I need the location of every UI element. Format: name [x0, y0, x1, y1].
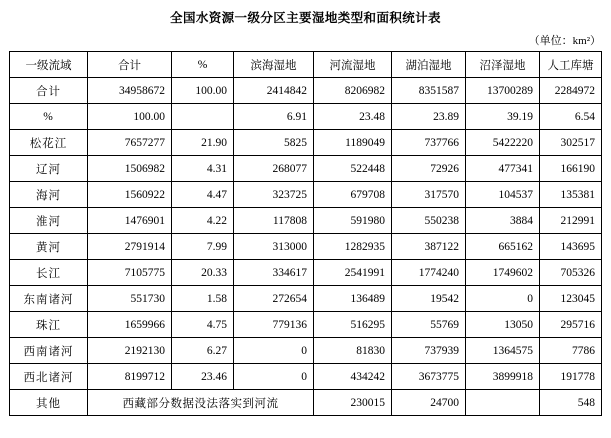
- cell-reservoir: 7786: [540, 338, 602, 364]
- cell-percent: 100.00: [172, 78, 234, 104]
- cell-reservoir: 135381: [540, 182, 602, 208]
- cell-lake: 19542: [392, 286, 466, 312]
- cell-reservoir: 143695: [540, 234, 602, 260]
- cell-total: 7105775: [88, 260, 172, 286]
- cell-percent: 4.75: [172, 312, 234, 338]
- column-header-marsh-wetland: 沼泽湿地: [466, 52, 540, 78]
- row-label: 西南诸河: [10, 338, 88, 364]
- row-label: 松花江: [10, 130, 88, 156]
- column-header-coastal-wetland: 滨海湿地: [234, 52, 314, 78]
- cell-river: 1189049: [314, 130, 392, 156]
- cell-river: 2541991: [314, 260, 392, 286]
- table-body: [10, 78, 602, 416]
- cell-lake: 23.89: [392, 104, 466, 130]
- cell-reservoir: 6.54: [540, 104, 602, 130]
- row-label: 西北诸河: [10, 364, 88, 390]
- cell-percent: 23.46: [172, 364, 234, 390]
- cell-total: 8199712: [88, 364, 172, 390]
- cell-total: 7657277: [88, 130, 172, 156]
- cell-percent: 21.90: [172, 130, 234, 156]
- cell-coastal: 0: [234, 364, 314, 390]
- cell-lake: 1774240: [392, 260, 466, 286]
- cell-total: 1560922: [88, 182, 172, 208]
- row-label: 海河: [10, 182, 88, 208]
- cell-coastal: 323725: [234, 182, 314, 208]
- cell-reservoir: 123045: [540, 286, 602, 312]
- cell-coastal: 0: [234, 338, 314, 364]
- cell-total: 2791914: [88, 234, 172, 260]
- cell-lake: 737766: [392, 130, 466, 156]
- row-label: %: [10, 104, 88, 130]
- cell-river: 136489: [314, 286, 392, 312]
- cell-marsh: 104537: [466, 182, 540, 208]
- cell-marsh: 0: [466, 286, 540, 312]
- cell-river: 679708: [314, 182, 392, 208]
- cell-reservoir: 705326: [540, 260, 602, 286]
- cell-note: 西藏部分数据没法落实到河流: [88, 390, 314, 416]
- column-header-percent: %: [172, 52, 234, 78]
- cell-river: 516295: [314, 312, 392, 338]
- unit-note: （单位：km²）: [528, 35, 601, 47]
- table-row: [10, 156, 602, 182]
- cell-marsh: 5422220: [466, 130, 540, 156]
- cell-percent: 7.99: [172, 234, 234, 260]
- cell-river: 230015: [314, 390, 392, 416]
- cell-total: 34958672: [88, 78, 172, 104]
- cell-marsh: [466, 390, 540, 416]
- cell-marsh: 1364575: [466, 338, 540, 364]
- cell-reservoir: 302517: [540, 130, 602, 156]
- cell-percent: 4.22: [172, 208, 234, 234]
- table-row: [10, 78, 602, 104]
- row-label: 其他: [10, 390, 88, 416]
- wetland-statistics-table: [9, 51, 602, 416]
- table-row-other: [10, 390, 602, 416]
- cell-marsh: 39.19: [466, 104, 540, 130]
- row-label: 东南诸河: [10, 286, 88, 312]
- cell-river: 434242: [314, 364, 392, 390]
- column-header-reservoir-pond: 人工库塘: [540, 52, 602, 78]
- table-row: [10, 364, 602, 390]
- table-row: [10, 130, 602, 156]
- row-label: 合计: [10, 78, 88, 104]
- cell-reservoir: 295716: [540, 312, 602, 338]
- cell-marsh: 3899918: [466, 364, 540, 390]
- document-page: [0, 8, 611, 438]
- cell-lake: 3673775: [392, 364, 466, 390]
- table-row: [10, 312, 602, 338]
- column-header-river-wetland: 河流湿地: [314, 52, 392, 78]
- cell-total: 1659966: [88, 312, 172, 338]
- cell-lake: 8351587: [392, 78, 466, 104]
- cell-percent: [172, 104, 234, 130]
- cell-percent: 20.33: [172, 260, 234, 286]
- cell-marsh: 13050: [466, 312, 540, 338]
- row-label: 珠江: [10, 312, 88, 338]
- cell-marsh: 1749602: [466, 260, 540, 286]
- cell-river: 522448: [314, 156, 392, 182]
- cell-marsh: 3884: [466, 208, 540, 234]
- cell-lake: 550238: [392, 208, 466, 234]
- table-row: [10, 208, 602, 234]
- cell-coastal: 313000: [234, 234, 314, 260]
- column-header-total: 合计: [88, 52, 172, 78]
- cell-reservoir: 548: [540, 390, 602, 416]
- cell-river: 8206982: [314, 78, 392, 104]
- table-row: [10, 234, 602, 260]
- column-header-lake-wetland: 湖泊湿地: [392, 52, 466, 78]
- cell-lake: 387122: [392, 234, 466, 260]
- cell-reservoir: 191778: [540, 364, 602, 390]
- cell-marsh: 665162: [466, 234, 540, 260]
- cell-total: 551730: [88, 286, 172, 312]
- cell-total: 1476901: [88, 208, 172, 234]
- cell-lake: 737939: [392, 338, 466, 364]
- cell-coastal: 2414842: [234, 78, 314, 104]
- table-row: [10, 286, 602, 312]
- table-header-row: [10, 52, 602, 78]
- page-title: 全国水资源一级分区主要湿地类型和面积统计表: [170, 11, 441, 25]
- cell-reservoir: 2284972: [540, 78, 602, 104]
- cell-reservoir: 166190: [540, 156, 602, 182]
- cell-river: 1282935: [314, 234, 392, 260]
- cell-percent: 1.58: [172, 286, 234, 312]
- table-row: [10, 338, 602, 364]
- cell-coastal: 117808: [234, 208, 314, 234]
- cell-coastal: 334617: [234, 260, 314, 286]
- cell-reservoir: 212991: [540, 208, 602, 234]
- cell-coastal: 268077: [234, 156, 314, 182]
- table-row: [10, 104, 602, 130]
- cell-lake: 55769: [392, 312, 466, 338]
- cell-total: 2192130: [88, 338, 172, 364]
- cell-total: 100.00: [88, 104, 172, 130]
- cell-river: 23.48: [314, 104, 392, 130]
- row-label: 黄河: [10, 234, 88, 260]
- cell-percent: 4.31: [172, 156, 234, 182]
- cell-coastal: 779136: [234, 312, 314, 338]
- cell-marsh: 477341: [466, 156, 540, 182]
- cell-percent: 4.47: [172, 182, 234, 208]
- cell-coastal: 6.91: [234, 104, 314, 130]
- table-row: [10, 182, 602, 208]
- row-label: 辽河: [10, 156, 88, 182]
- cell-percent: 6.27: [172, 338, 234, 364]
- cell-lake: 72926: [392, 156, 466, 182]
- cell-coastal: 5825: [234, 130, 314, 156]
- cell-river: 81830: [314, 338, 392, 364]
- cell-river: 591980: [314, 208, 392, 234]
- table-header: [10, 52, 602, 78]
- row-label: 淮河: [10, 208, 88, 234]
- cell-lake: 24700: [392, 390, 466, 416]
- cell-total: 1506982: [88, 156, 172, 182]
- cell-coastal: 272654: [234, 286, 314, 312]
- cell-marsh: 13700289: [466, 78, 540, 104]
- table-row: [10, 260, 602, 286]
- cell-lake: 317570: [392, 182, 466, 208]
- row-label: 长江: [10, 260, 88, 286]
- column-header-basin: 一级流域: [10, 52, 88, 78]
